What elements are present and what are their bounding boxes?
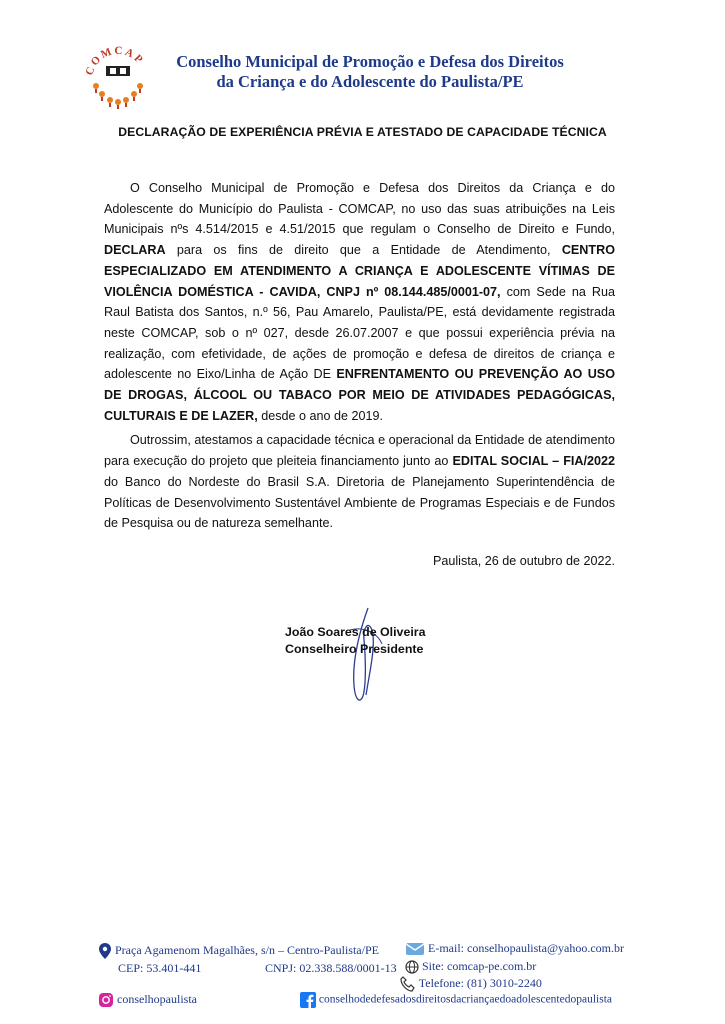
p1-text-1: O Conselho Municipal de Promoção e Defesa dos Direitos da Criança e do Adolescente do Município do Paulista - COMCAP, no uso das suas atribuições na Leis Municipais nºs 4.514/2015 e 4.51/2015 que regulam o Conselho de Direito e Fundo,: [104, 181, 615, 237]
p1-text-2: para os fins de direito que a Entidade de Atendimento,: [165, 243, 562, 258]
signatory-name: João Soares de Oliveira: [285, 625, 426, 639]
phone-icon: [400, 976, 416, 992]
p2-text-2: do Banco do Nordeste do Brasil S.A. Diretoria de Planejamento Superintendência de Políticas de Desenvolvimento Sustentável Ambiente de Programas Especiais e de Fundos de Pesquisa ou de natureza semelhante.: [104, 474, 615, 531]
p2-bold-edital: EDITAL SOCIAL – FIA/2022: [452, 454, 615, 469]
footer-instagram-text: conselhopaulista: [117, 992, 197, 1006]
footer-facebook-text: conselhodedefesadosdireitosdacriançaedoadolescentedopaulista: [318, 993, 613, 1006]
globe-icon: [405, 960, 419, 974]
paragraph-declaration: [104, 178, 615, 426]
footer-email-text: E-mail: conselhopaulista@yahoo.com.br: [428, 941, 625, 955]
p2-text-1: Outrossim, atestamos a capacidade técnica e operacional da Entidade de atendimento para execução do projeto que pleiteia financiamento junto ao: [104, 433, 615, 469]
footer-cep: CEP: 53.401-441: [118, 961, 202, 975]
footer-instagram[interactable]: [98, 992, 197, 1008]
council-name: [160, 52, 580, 92]
letterhead: [0, 0, 725, 110]
email-icon: [405, 941, 425, 957]
footer-email[interactable]: [405, 941, 624, 957]
footer-facebook[interactable]: [300, 992, 612, 1008]
document-body: [104, 178, 615, 538]
footer-phone-text: Telefone: (81) 3010-2240: [418, 976, 542, 990]
council-name-line1: Conselho Municipal de Promoção e Defesa dos Direitos: [176, 52, 564, 71]
footer-site[interactable]: [405, 959, 536, 974]
paragraph-attestation: [104, 430, 615, 534]
footer-address-text: Praça Agamenom Magalhães, s/n – Centro-Paulista/PE: [115, 943, 379, 957]
p1-bold-action-line: ENFRENTAMENTO OU PREVENÇÃO AO USO DE DROGAS, ÁLCOOL OU TABACO POR MEIO DE ATIVIDADES PEDAGÓGICAS, CULTURAIS E DE LAZER,: [104, 367, 615, 423]
footer-site-text: Site: comcap-pe.com.br: [422, 959, 537, 973]
council-name-line2: da Criança e do Adolescente do Paulista/PE: [216, 72, 524, 91]
location-pin-icon: [98, 943, 112, 959]
svg-text:COMCAP: COMCAP: [83, 44, 147, 77]
document-title: DECLARAÇÃO DE EXPERIÊNCIA PRÉVIA E ATESTADO DE CAPACIDADE TÉCNICA: [118, 125, 607, 139]
footer-address: [98, 943, 379, 959]
p1-text-3: com Sede na Rua Raul Batista dos Santos, n.º 56, Pau Amarelo, Paulista/PE, está devidamente registrada neste COMCAP, sob o nº 027, desde 26.07.2007 e que possui experiência prévia na realização, com efetividade, de ações de promoção e defesa de direitos de criança e adolescente no Eixo/Linha de Ação DE: [104, 284, 615, 382]
signatory-role: Conselheiro Presidente: [285, 642, 424, 656]
p1-bold-entity: CENTRO ESPECIALIZADO EM ATENDIMENTO A CRIANÇA E ADOLESCENTE VÍTIMAS DE VIOLÊNCIA DOMÉSTICA - CAVIDA, CNPJ nº 08.144.485/0001-07,: [104, 243, 615, 299]
facebook-icon: [300, 992, 316, 1008]
footer-cnpj: CNPJ: 02.338.588/0001-13: [265, 961, 397, 975]
p1-bold-declara: DECLARA: [104, 243, 166, 258]
footer-phone[interactable]: [400, 976, 542, 992]
comcap-logo: [82, 40, 154, 112]
p1-text-4: desde o ano de 2019.: [257, 408, 384, 423]
footer: [0, 935, 725, 1024]
instagram-icon: [98, 992, 114, 1008]
document-date: Paulista, 26 de outubro de 2022.: [432, 554, 615, 568]
